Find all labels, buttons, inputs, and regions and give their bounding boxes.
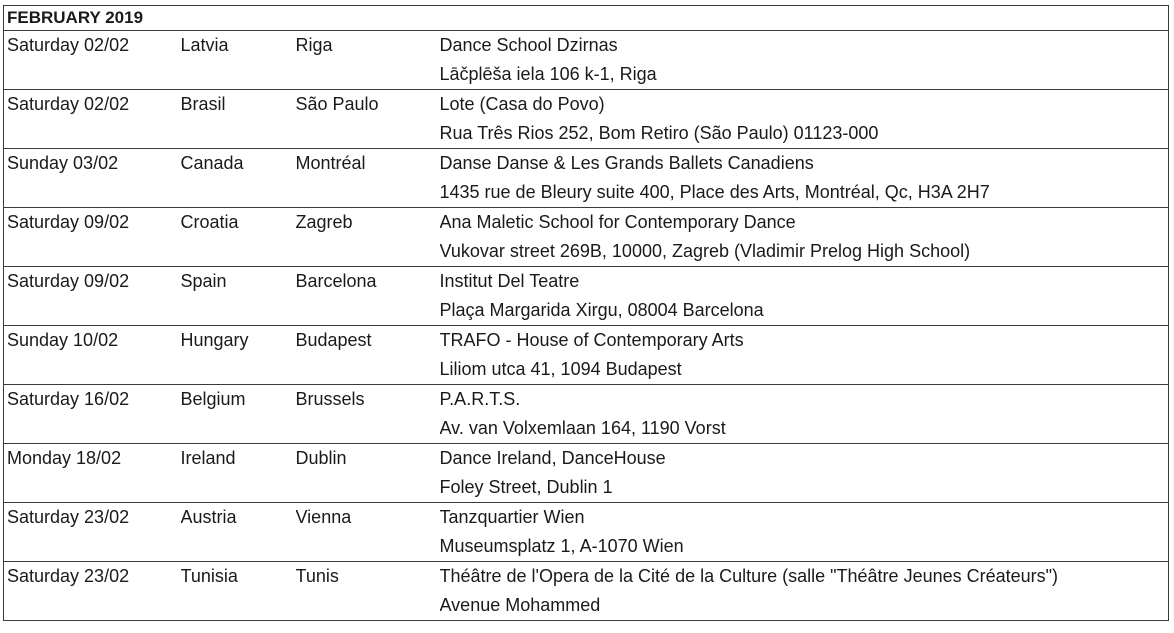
event-row (4, 326, 1169, 385)
event-address: Plaça Margarida Xirgu, 08004 Barcelona (439, 300, 764, 320)
event-row (4, 90, 1169, 149)
event-country: Spain (181, 267, 296, 326)
event-venue-cell (440, 208, 1169, 267)
event-venue: Institut Del Teatre (439, 271, 580, 291)
event-venue-cell (440, 503, 1169, 562)
event-country: Austria (181, 503, 296, 562)
event-row (4, 385, 1169, 444)
event-city: Vienna (296, 503, 440, 562)
event-country: Brasil (181, 90, 296, 149)
event-address: Avenue Mohammed (439, 595, 601, 615)
event-venue-cell (440, 385, 1169, 444)
event-date: Saturday 23/02 (4, 562, 181, 621)
event-city: Dublin (296, 444, 440, 503)
event-venue: P.A.R.T.S. (439, 389, 521, 409)
event-venue: Danse Danse & Les Grands Ballets Canadiens (439, 153, 814, 173)
event-country: Canada (181, 149, 296, 208)
event-country: Tunisia (181, 562, 296, 621)
event-row (4, 503, 1169, 562)
event-country: Ireland (181, 444, 296, 503)
event-city: Brussels (296, 385, 440, 444)
event-country: Latvia (181, 31, 296, 90)
event-row (4, 208, 1169, 267)
event-address: Lāčplēša iela 106 k-1, Riga (439, 64, 657, 84)
event-date: Sunday 10/02 (4, 326, 181, 385)
event-row (4, 444, 1169, 503)
event-city: Tunis (296, 562, 440, 621)
event-address: Museumsplatz 1, A-1070 Wien (439, 536, 684, 556)
event-venue: Ana Maletic School for Contemporary Dance (439, 212, 796, 232)
event-city: Riga (296, 31, 440, 90)
event-venue-cell (440, 562, 1169, 621)
event-venue: Dance School Dzirnas (439, 35, 618, 55)
event-venue: Tanzquartier Wien (439, 507, 585, 527)
event-date: Saturday 09/02 (4, 267, 181, 326)
event-address: Rua Três Rios 252, Bom Retiro (São Paulo) 01123-000 (439, 123, 879, 143)
event-row (4, 31, 1169, 90)
event-venue: Lote (Casa do Povo) (439, 94, 605, 114)
month-header-row (4, 6, 1169, 31)
event-venue-cell (440, 90, 1169, 149)
event-city: São Paulo (296, 90, 440, 149)
event-row (4, 562, 1169, 621)
event-venue: TRAFO - House of Contemporary Arts (439, 330, 744, 350)
event-address: 1435 rue de Bleury suite 400, Place des Arts, Montréal, Qc, H3A 2H7 (439, 182, 990, 202)
event-row (4, 149, 1169, 208)
event-row (4, 267, 1169, 326)
event-venue-cell (440, 149, 1169, 208)
event-city: Barcelona (296, 267, 440, 326)
event-country: Croatia (181, 208, 296, 267)
event-venue: Dance Ireland, DanceHouse (439, 448, 666, 468)
event-date: Sunday 03/02 (4, 149, 181, 208)
event-address: Foley Street, Dublin 1 (439, 477, 613, 497)
event-venue-cell (440, 444, 1169, 503)
event-city: Montréal (296, 149, 440, 208)
event-venue-cell (440, 31, 1169, 90)
event-date: Saturday 16/02 (4, 385, 181, 444)
event-venue-cell (440, 326, 1169, 385)
events-table (3, 5, 1169, 621)
event-address: Vukovar street 269B, 10000, Zagreb (Vladimir Prelog High School) (439, 241, 971, 261)
event-date: Saturday 23/02 (4, 503, 181, 562)
event-city: Zagreb (296, 208, 440, 267)
event-date: Saturday 02/02 (4, 90, 181, 149)
month-header: FEBRUARY 2019 (4, 6, 1169, 31)
event-venue-cell (440, 267, 1169, 326)
event-address: Av. van Volxemlaan 164, 1190 Vorst (439, 418, 726, 438)
event-city: Budapest (296, 326, 440, 385)
event-date: Saturday 02/02 (4, 31, 181, 90)
event-venue: Théâtre de l'Opera de la Cité de la Culture (salle "Théâtre Jeunes Créateurs") (439, 566, 1059, 586)
event-date: Monday 18/02 (4, 444, 181, 503)
event-country: Belgium (181, 385, 296, 444)
event-address: Liliom utca 41, 1094 Budapest (439, 359, 682, 379)
event-country: Hungary (181, 326, 296, 385)
event-date: Saturday 09/02 (4, 208, 181, 267)
